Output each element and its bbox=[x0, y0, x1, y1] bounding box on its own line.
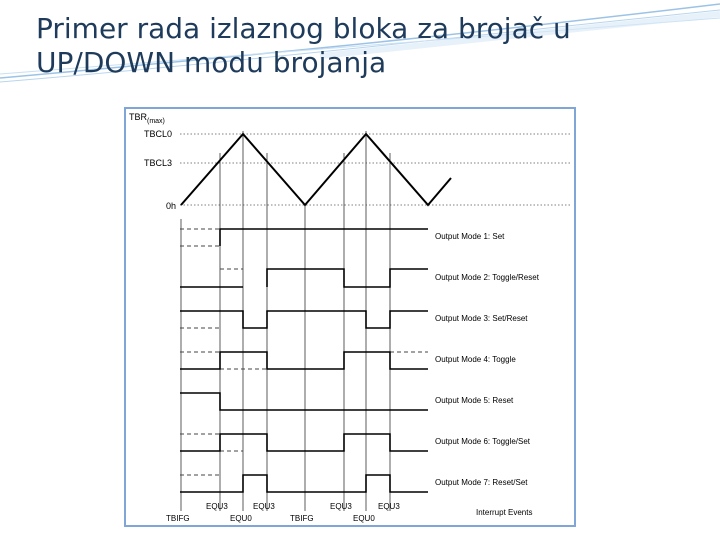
output-mode-3-waveform bbox=[180, 311, 428, 328]
output-mode-7-label: Output Mode 7: Reset/Set bbox=[435, 478, 528, 487]
output-mode-5-waveform bbox=[180, 393, 428, 410]
output-mode-4-label: Output Mode 4: Toggle bbox=[435, 355, 516, 364]
timing-diagram bbox=[126, 109, 574, 525]
output-mode-7-waveform bbox=[180, 475, 428, 492]
event-label-equ3-2: EQU3 bbox=[253, 502, 275, 511]
interrupt-events-label: Interrupt Events bbox=[476, 508, 533, 517]
event-label-equ0-1: EQU0 bbox=[230, 514, 252, 523]
output-mode-1-waveform bbox=[180, 229, 428, 246]
output-mode-5-label: Output Mode 5: Reset bbox=[435, 396, 514, 405]
tbcl3-level-label: TBCL3 bbox=[144, 158, 173, 168]
tbcl0-level-label: TBCL0 bbox=[144, 129, 173, 139]
event-label-equ3-4: EQU3 bbox=[378, 502, 400, 511]
output-mode-2-label: Output Mode 2: Toggle/Reset bbox=[435, 273, 539, 282]
event-label-equ3-3: EQU3 bbox=[330, 502, 352, 511]
output-mode-2-waveform bbox=[180, 269, 428, 287]
counter-triangle-waveform bbox=[181, 134, 451, 205]
output-mode-4-waveform bbox=[180, 352, 428, 369]
event-vertical-lines bbox=[181, 131, 390, 511]
event-label-equ3-1: EQU3 bbox=[206, 502, 228, 511]
tbr-axis-label: $TBR_{(max)}$ bbox=[129, 112, 165, 125]
event-label-equ0-2: EQU0 bbox=[353, 514, 375, 523]
zero-level-label: 0h bbox=[166, 201, 177, 211]
event-label-tbifg-1: TBIFG bbox=[166, 514, 190, 523]
slide-title: Primer rada izlaznog bloka za brojač u UP/DOWN modu brojanja bbox=[36, 12, 571, 79]
output-mode-6-label: Output Mode 6: Toggle/Set bbox=[435, 437, 531, 446]
timing-diagram-frame bbox=[124, 107, 576, 527]
output-mode-1-label: Output Mode 1: Set bbox=[435, 232, 505, 241]
output-mode-3-label: Output Mode 3: Set/Reset bbox=[435, 314, 528, 323]
output-mode-6-waveform bbox=[180, 434, 428, 451]
event-label-tbifg-2: TBIFG bbox=[290, 514, 314, 523]
